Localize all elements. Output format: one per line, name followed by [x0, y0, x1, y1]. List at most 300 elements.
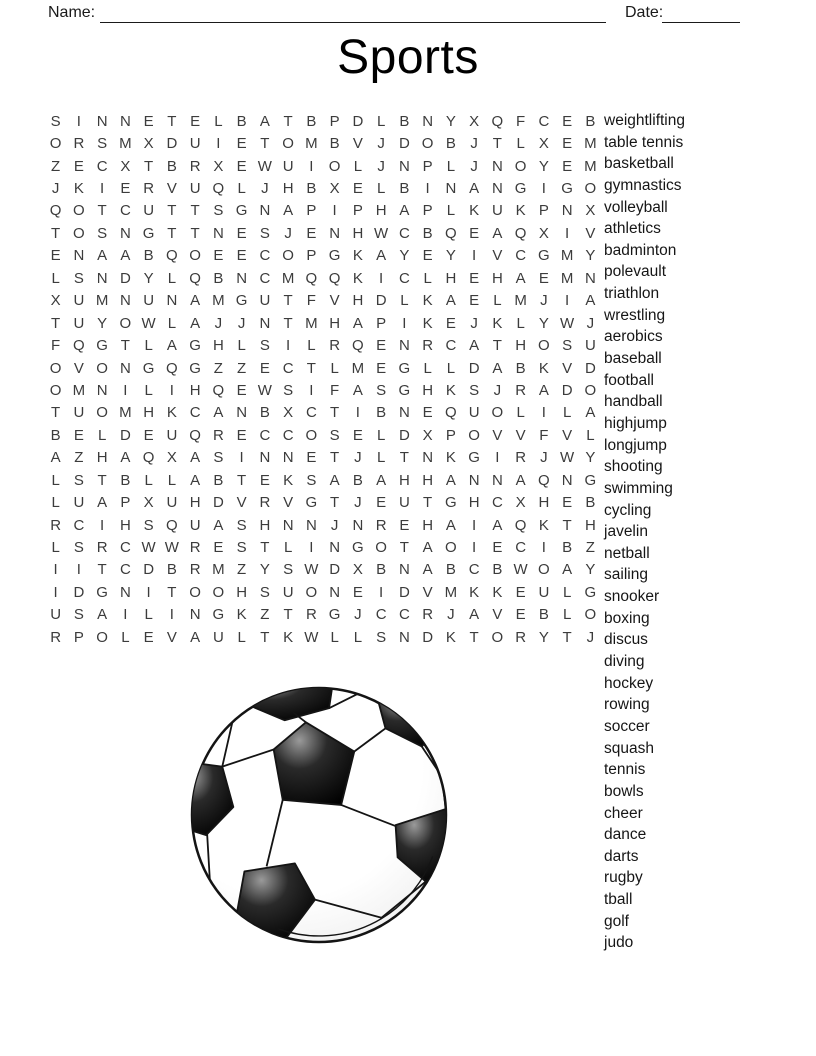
grid-cell: H	[584, 516, 596, 534]
grid-cell: V	[492, 426, 503, 444]
grid-cell: X	[143, 135, 154, 153]
grid-cell: O	[282, 135, 294, 153]
grid-cell: E	[236, 426, 247, 444]
grid-cell: W	[141, 314, 156, 332]
grid-cell: I	[565, 224, 570, 242]
grid-cell: L	[400, 292, 409, 310]
grid-cell: O	[421, 135, 434, 153]
grid-cell: T	[167, 583, 177, 601]
grid-cell: N	[491, 180, 503, 198]
grid-cell: K	[283, 471, 294, 489]
grid-cell: I	[472, 516, 477, 534]
word-list-item: athletics	[604, 220, 661, 238]
grid-cell: J	[586, 628, 595, 646]
word-list-item: rowing	[604, 696, 650, 714]
grid-cell: N	[329, 583, 341, 601]
grid-cell: E	[469, 292, 480, 310]
grid-cell: P	[306, 202, 317, 220]
grid-cell: L	[376, 112, 386, 130]
grid-cell: G	[468, 449, 480, 467]
grid-cell: L	[562, 606, 572, 624]
grid-cell: O	[305, 583, 318, 601]
grid-cell: N	[236, 404, 248, 422]
grid-cell: K	[422, 292, 433, 310]
grid-cell: C	[119, 202, 131, 220]
grid-cell: Q	[142, 449, 155, 467]
grid-cell: N	[398, 628, 410, 646]
grid-cell: I	[53, 583, 58, 601]
grid-cell: O	[305, 426, 318, 444]
grid-cell: W	[257, 157, 272, 175]
grid-cell: R	[189, 157, 201, 175]
grid-cell: T	[51, 404, 61, 422]
grid-cell: D	[468, 359, 480, 377]
grid-cell: C	[119, 539, 131, 557]
grid-cell: U	[491, 202, 503, 220]
grid-cell: T	[283, 292, 293, 310]
grid-cell: X	[538, 135, 549, 153]
grid-cell: B	[213, 269, 224, 287]
grid-cell: E	[352, 583, 363, 601]
grid-cell: K	[515, 202, 526, 220]
grid-cell: N	[119, 224, 131, 242]
grid-cell: A	[492, 224, 503, 242]
grid-cell: Q	[212, 180, 225, 198]
grid-cell: T	[330, 449, 340, 467]
grid-cell: J	[330, 516, 339, 534]
grid-cell: L	[446, 157, 456, 175]
word-list-item: diving	[604, 653, 645, 671]
grid-cell: P	[306, 247, 317, 265]
grid-cell: D	[375, 292, 387, 310]
grid-cell: C	[445, 337, 457, 355]
word-list-item: soccer	[604, 717, 650, 735]
grid-cell: J	[354, 449, 362, 467]
grid-cell: I	[239, 449, 244, 467]
grid-cell: N	[73, 247, 85, 265]
grid-cell: E	[213, 247, 224, 265]
grid-cell: A	[329, 471, 340, 489]
grid-cell: N	[119, 583, 131, 601]
grid-cell: B	[515, 359, 526, 377]
grid-cell: N	[422, 112, 434, 130]
grid-cell: O	[584, 606, 597, 624]
word-list-item: boxing	[604, 609, 650, 627]
grid-cell: T	[260, 628, 270, 646]
grid-cell: U	[259, 292, 271, 310]
grid-cell: N	[584, 269, 596, 287]
grid-cell: U	[282, 157, 294, 175]
grid-cell: S	[73, 606, 84, 624]
grid-cell: E	[469, 224, 480, 242]
grid-cell: C	[375, 606, 387, 624]
grid-cell: S	[73, 539, 84, 557]
grid-cell: O	[584, 180, 597, 198]
grid-cell: S	[283, 381, 294, 399]
grid-cell: G	[212, 606, 225, 624]
grid-cell: X	[515, 494, 526, 512]
grid-cell: Y	[97, 314, 108, 332]
grid-cell: N	[398, 337, 410, 355]
grid-cell: G	[305, 494, 318, 512]
grid-cell: O	[73, 224, 85, 242]
grid-cell: L	[144, 471, 153, 489]
grid-cell: E	[143, 628, 154, 646]
grid-cell: J	[377, 157, 385, 175]
word-list-item: polevault	[604, 263, 667, 281]
grid-cell: A	[422, 561, 433, 579]
grid-cell: E	[352, 426, 363, 444]
grid-cell: T	[190, 202, 200, 220]
grid-cell: G	[538, 247, 550, 265]
grid-cell: B	[143, 247, 154, 265]
grid-cell: Z	[237, 561, 247, 579]
grid-cell: Y	[399, 247, 410, 265]
grid-cell: R	[50, 516, 62, 534]
word-list-item: discus	[604, 631, 648, 649]
grid-cell: S	[283, 561, 294, 579]
grid-cell: K	[283, 628, 294, 646]
grid-cell: M	[212, 292, 225, 310]
grid-cell: C	[398, 224, 410, 242]
grid-cell: J	[284, 224, 292, 242]
grid-cell: Q	[491, 112, 504, 130]
grid-cell: O	[96, 628, 108, 646]
grid-cell: H	[119, 516, 131, 534]
grid-cell: L	[144, 606, 153, 624]
grid-cell: H	[422, 381, 434, 399]
grid-cell: T	[492, 337, 502, 355]
grid-cell: A	[190, 292, 201, 310]
grid-cell: Y	[259, 561, 270, 579]
grid-cell: Y	[143, 269, 154, 287]
grid-cell: M	[72, 381, 86, 399]
grid-cell: M	[560, 269, 574, 287]
grid-cell: S	[143, 516, 154, 534]
grid-cell: Q	[514, 516, 527, 534]
grid-cell: A	[259, 112, 270, 130]
grid-cell: U	[73, 314, 85, 332]
grid-cell: K	[492, 583, 503, 601]
grid-cell: D	[398, 583, 410, 601]
grid-cell: M	[281, 269, 295, 287]
grid-cell: J	[586, 314, 595, 332]
grid-cell: E	[120, 180, 131, 198]
grid-cell: O	[96, 404, 108, 422]
grid-cell: U	[189, 135, 201, 153]
grid-cell: E	[469, 269, 480, 287]
grid-cell: S	[73, 471, 84, 489]
grid-cell: E	[376, 337, 387, 355]
grid-cell: T	[51, 314, 61, 332]
grid-cell: E	[445, 314, 456, 332]
grid-cell: E	[422, 404, 433, 422]
grid-cell: T	[330, 494, 340, 512]
grid-cell: L	[51, 471, 60, 489]
grid-cell: N	[189, 606, 201, 624]
grid-cell: Q	[73, 337, 85, 355]
grid-cell: U	[166, 426, 178, 444]
name-blank-line	[100, 6, 606, 23]
grid-cell: A	[585, 404, 596, 422]
grid-cell: X	[166, 449, 177, 467]
grid-cell: B	[492, 561, 503, 579]
grid-cell: T	[190, 224, 200, 242]
grid-cell: A	[445, 516, 456, 534]
grid-cell: T	[167, 224, 177, 242]
grid-cell: R	[73, 135, 85, 153]
grid-cell: A	[352, 381, 363, 399]
grid-cell: K	[73, 180, 84, 198]
grid-cell: M	[212, 561, 225, 579]
grid-cell: G	[514, 180, 527, 198]
grid-cell: Z	[237, 359, 247, 377]
grid-cell: V	[585, 224, 596, 242]
grid-cell: E	[50, 247, 61, 265]
grid-cell: R	[422, 337, 434, 355]
grid-cell: L	[516, 404, 525, 422]
grid-cell: K	[352, 247, 363, 265]
grid-cell: L	[493, 292, 502, 310]
grid-cell: X	[422, 426, 433, 444]
grid-cell: D	[561, 381, 573, 399]
grid-cell: O	[49, 135, 62, 153]
grid-cell: C	[96, 157, 108, 175]
grid-cell: O	[212, 583, 225, 601]
grid-cell: N	[212, 224, 224, 242]
grid-cell: W	[560, 314, 575, 332]
grid-cell: O	[49, 359, 62, 377]
grid-cell: Y	[585, 449, 596, 467]
grid-cell: H	[352, 292, 364, 310]
letter-grid	[44, 110, 602, 650]
grid-cell: E	[562, 135, 573, 153]
grid-cell: B	[166, 561, 177, 579]
grid-cell: M	[119, 404, 132, 422]
grid-cell: D	[398, 135, 410, 153]
grid-cell: U	[73, 494, 85, 512]
grid-cell: L	[562, 404, 572, 422]
grid-cell: Q	[538, 471, 550, 489]
grid-cell: R	[212, 426, 224, 444]
grid-cell: G	[142, 359, 155, 377]
word-list-item: highjump	[604, 414, 667, 432]
grid-cell: I	[146, 583, 151, 601]
grid-cell: P	[73, 628, 84, 646]
grid-cell: C	[189, 404, 201, 422]
grid-cell: H	[189, 381, 201, 399]
grid-cell: Q	[328, 269, 341, 287]
grid-cell: N	[561, 471, 573, 489]
grid-cell: N	[96, 381, 108, 399]
grid-cell: B	[236, 112, 247, 130]
grid-cell: E	[213, 539, 224, 557]
grid-cell: C	[259, 426, 271, 444]
grid-cell: A	[120, 449, 131, 467]
word-list-item: squash	[604, 739, 654, 757]
grid-cell: Z	[260, 606, 270, 624]
grid-cell: V	[492, 247, 503, 265]
grid-cell: A	[538, 381, 549, 399]
grid-cell: I	[402, 314, 407, 332]
grid-cell: K	[445, 449, 456, 467]
grid-cell: U	[398, 494, 410, 512]
grid-cell: X	[283, 404, 294, 422]
grid-cell: O	[49, 381, 62, 399]
grid-cell: T	[97, 202, 107, 220]
grid-cell: W	[374, 224, 389, 242]
grid-cell: S	[50, 112, 61, 130]
grid-cell: D	[422, 628, 434, 646]
grid-cell: D	[119, 426, 131, 444]
grid-cell: J	[354, 606, 362, 624]
grid-cell: Q	[445, 404, 457, 422]
grid-cell: E	[562, 112, 573, 130]
grid-cell: C	[491, 494, 503, 512]
grid-cell: A	[283, 202, 294, 220]
grid-cell: I	[541, 539, 546, 557]
grid-cell: B	[213, 471, 224, 489]
grid-cell: H	[398, 471, 410, 489]
grid-cell: U	[212, 628, 224, 646]
word-list-item: football	[604, 371, 654, 389]
grid-cell: E	[73, 426, 84, 444]
grid-cell: T	[562, 628, 572, 646]
grid-cell: L	[586, 426, 595, 444]
grid-cell: B	[166, 157, 177, 175]
word-list-item: hockey	[604, 674, 654, 692]
grid-cell: S	[236, 539, 247, 557]
grid-cell: B	[259, 404, 270, 422]
grid-cell: G	[235, 202, 248, 220]
grid-cell: U	[166, 494, 178, 512]
grid-cell: S	[213, 449, 224, 467]
grid-cell: H	[538, 494, 550, 512]
grid-cell: F	[51, 337, 61, 355]
grid-cell: C	[282, 359, 294, 377]
grid-cell: I	[123, 381, 128, 399]
grid-cell: W	[560, 449, 575, 467]
grid-cell: H	[236, 583, 248, 601]
grid-cell: A	[213, 516, 224, 534]
grid-cell: P	[329, 112, 340, 130]
grid-cell: Q	[212, 381, 225, 399]
grid-cell: S	[259, 583, 270, 601]
grid-cell: L	[376, 449, 386, 467]
grid-cell: I	[309, 381, 314, 399]
grid-cell: G	[96, 337, 108, 355]
grid-cell: C	[282, 426, 294, 444]
grid-cell: A	[445, 292, 456, 310]
word-list-item: bowls	[604, 782, 644, 800]
grid-cell: N	[259, 202, 271, 220]
grid-cell: G	[189, 359, 201, 377]
grid-cell: T	[283, 112, 293, 130]
grid-cell: T	[469, 628, 479, 646]
grid-cell: F	[516, 112, 526, 130]
grid-cell: M	[119, 135, 132, 153]
grid-cell: L	[446, 202, 456, 220]
grid-cell: G	[398, 359, 411, 377]
grid-cell: J	[377, 135, 385, 153]
grid-cell: L	[51, 269, 60, 287]
grid-cell: V	[283, 494, 294, 512]
grid-cell: K	[492, 314, 503, 332]
word-list-item: rugby	[604, 869, 643, 887]
grid-cell: G	[142, 224, 155, 242]
grid-cell: X	[538, 224, 549, 242]
grid-cell: C	[468, 561, 480, 579]
grid-cell: C	[259, 269, 271, 287]
grid-cell: Z	[51, 157, 61, 175]
grid-cell: G	[584, 471, 597, 489]
grid-cell: N	[282, 449, 294, 467]
grid-cell: J	[214, 314, 223, 332]
grid-cell: A	[97, 247, 108, 265]
grid-cell: I	[472, 539, 477, 557]
grid-cell: X	[352, 561, 363, 579]
grid-cell: R	[422, 606, 434, 624]
grid-cell: O	[445, 539, 457, 557]
grid-cell: M	[95, 292, 109, 310]
grid-cell: W	[257, 381, 272, 399]
word-list-item: longjump	[604, 436, 667, 454]
grid-cell: O	[119, 314, 132, 332]
grid-cell: T	[237, 471, 247, 489]
grid-cell: R	[515, 628, 527, 646]
word-list-item: swimming	[604, 479, 673, 497]
grid-cell: N	[282, 516, 294, 534]
grid-cell: D	[329, 561, 341, 579]
grid-cell: H	[422, 516, 434, 534]
grid-cell: E	[376, 359, 387, 377]
grid-cell: S	[376, 628, 387, 646]
grid-cell: T	[283, 606, 293, 624]
grid-cell: M	[584, 135, 597, 153]
date-label: Date:	[625, 4, 664, 21]
grid-cell: T	[167, 112, 177, 130]
grid-cell: A	[422, 539, 433, 557]
grid-cell: K	[469, 202, 480, 220]
grid-cell: I	[169, 606, 174, 624]
grid-cell: A	[469, 180, 480, 198]
grid-cell: T	[260, 135, 270, 153]
grid-cell: E	[143, 112, 154, 130]
grid-cell: T	[260, 539, 270, 557]
word-list-item: wrestling	[604, 306, 666, 324]
grid-cell: L	[51, 494, 60, 512]
grid-cell: A	[97, 494, 108, 512]
grid-cell: C	[305, 404, 317, 422]
grid-cell: E	[376, 494, 387, 512]
word-list-item: triathlon	[604, 285, 660, 303]
grid-cell: C	[398, 606, 410, 624]
grid-cell: L	[144, 381, 153, 399]
grid-cell: B	[445, 561, 456, 579]
grid-cell: L	[97, 426, 107, 444]
grid-cell: M	[305, 135, 318, 153]
grid-cell: S	[73, 269, 84, 287]
grid-cell: H	[422, 471, 434, 489]
grid-cell: V	[562, 426, 573, 444]
grid-cell: A	[97, 606, 108, 624]
grid-cell: Y	[538, 157, 549, 175]
grid-cell: S	[562, 337, 573, 355]
grid-cell: X	[585, 202, 596, 220]
grid-cell: V	[492, 606, 503, 624]
grid-cell: A	[469, 606, 480, 624]
word-list-item: golf	[604, 912, 629, 930]
